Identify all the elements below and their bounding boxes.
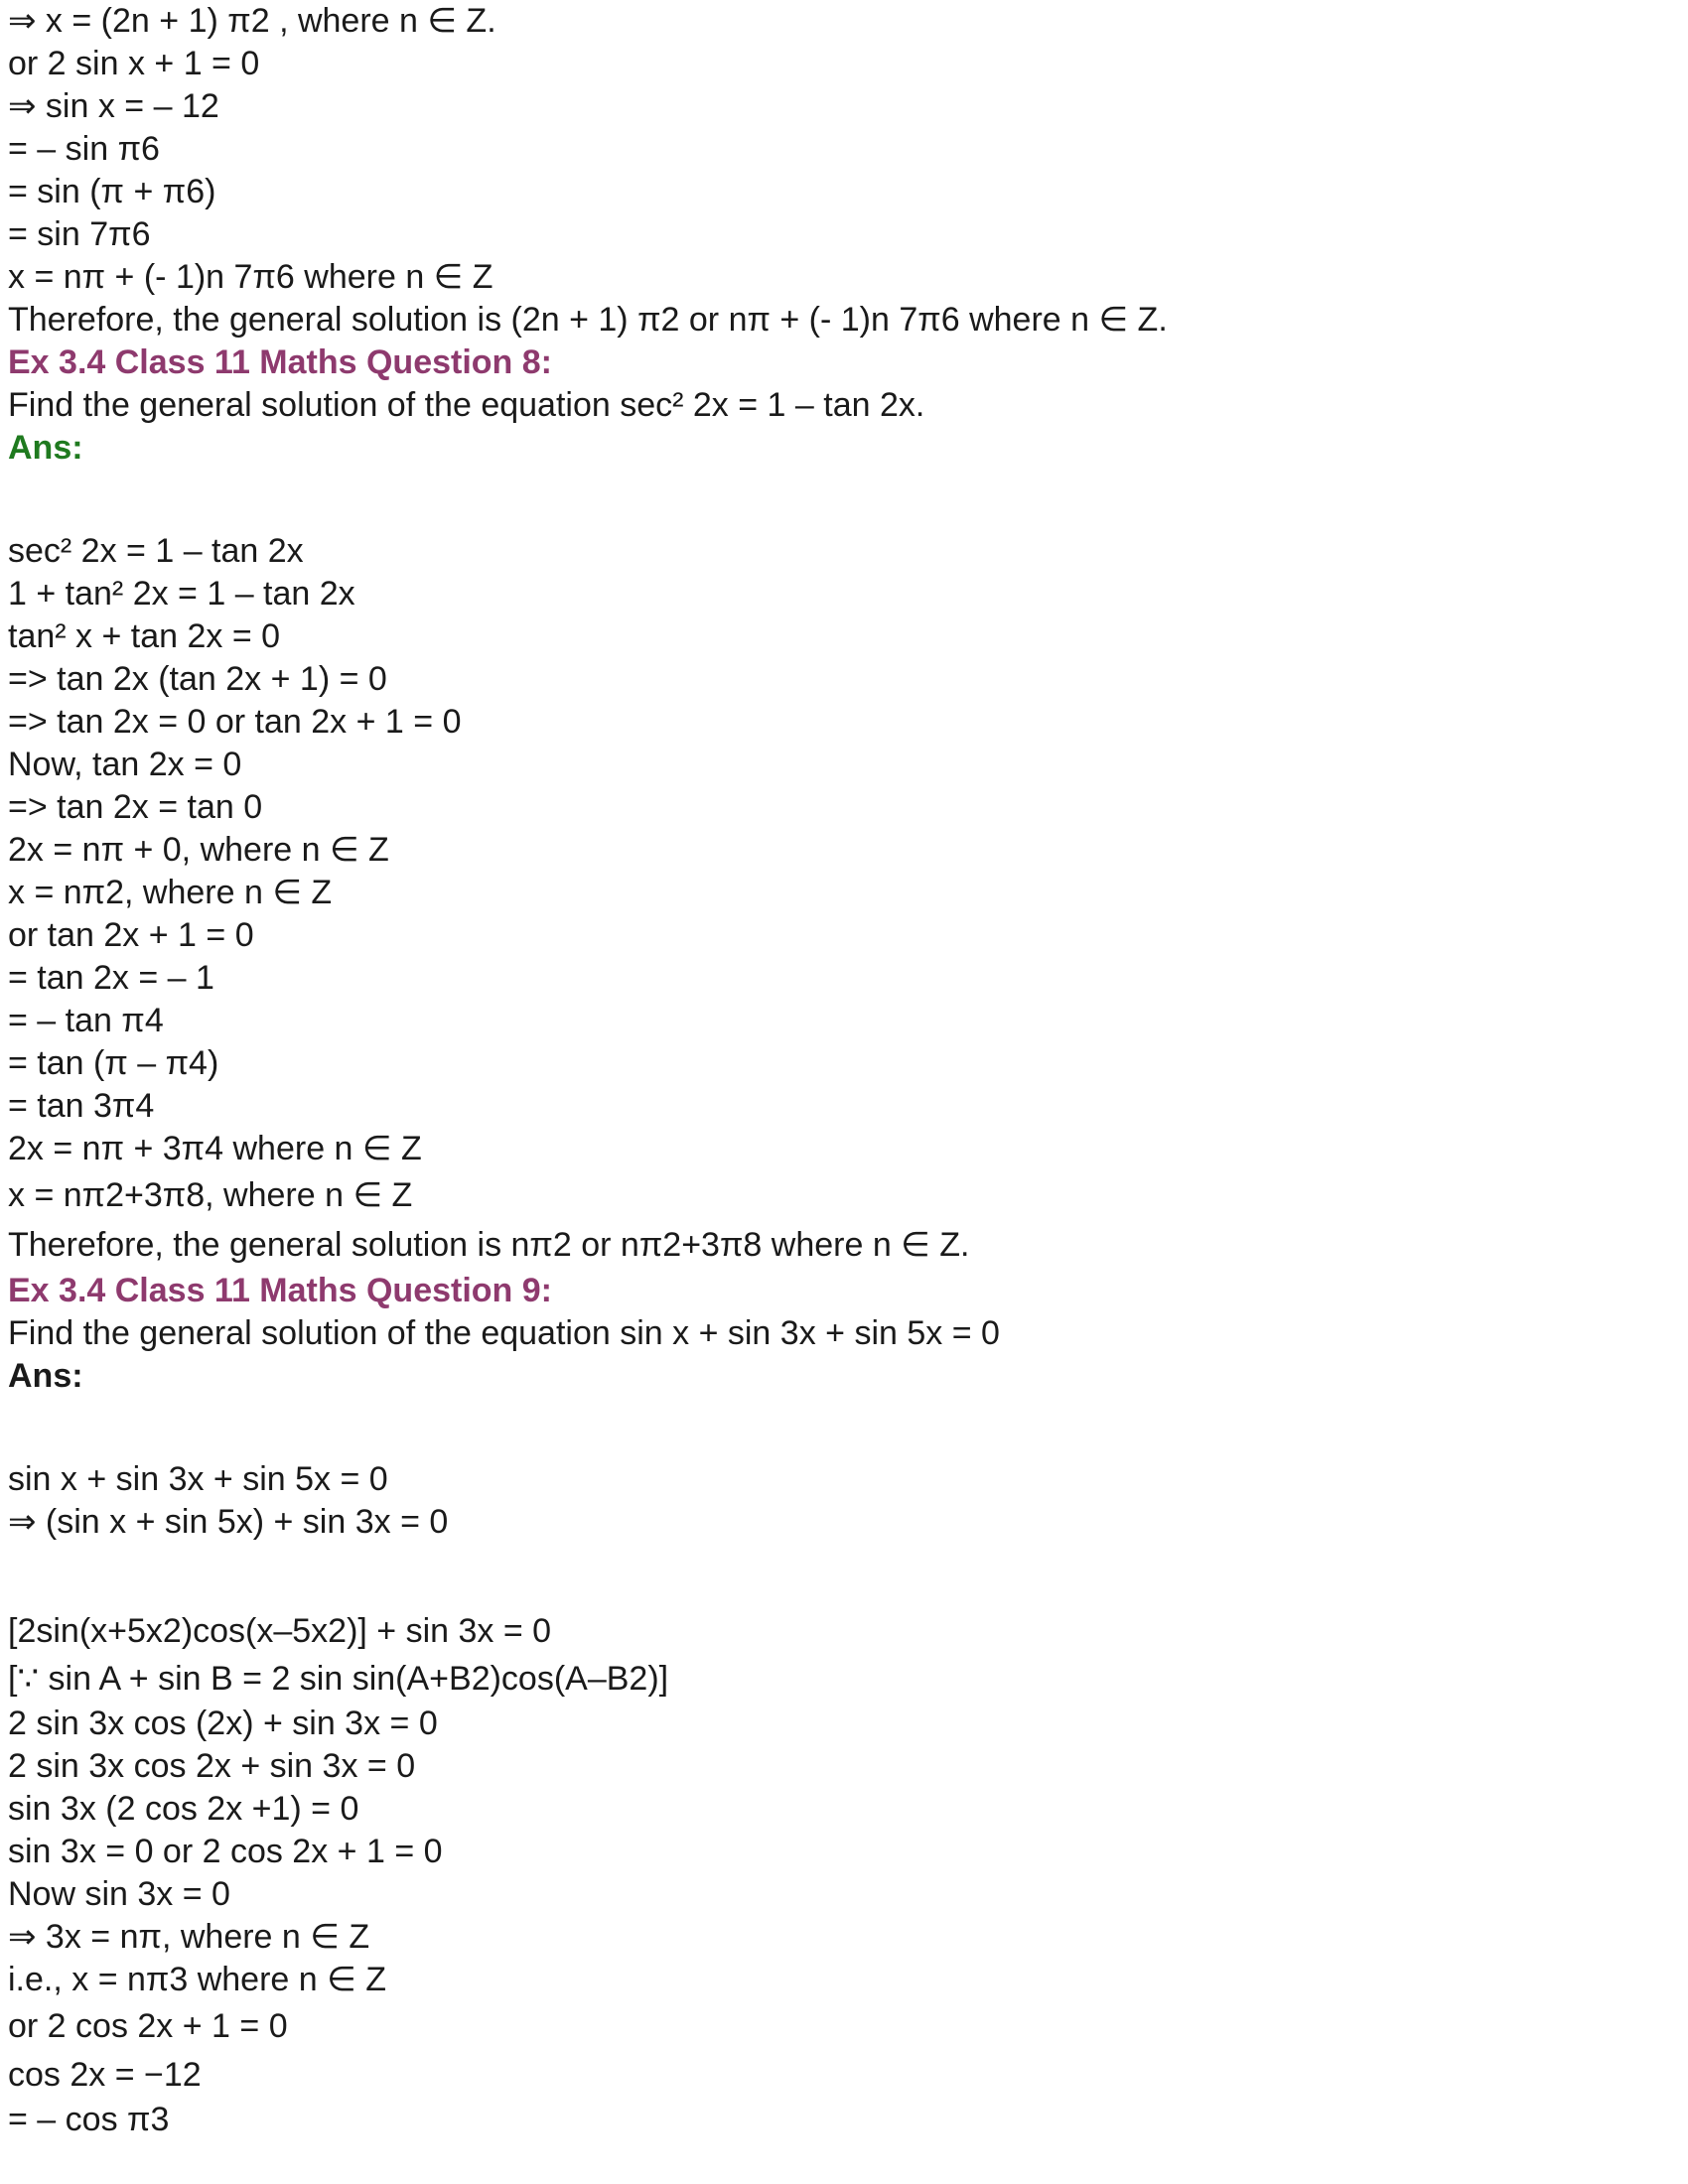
- solution-step: Now sin 3x = 0: [8, 1875, 230, 1913]
- solution-step: sin 3x (2 cos 2x +1) = 0: [8, 1790, 359, 1828]
- text-line: = – sin π6: [8, 130, 160, 168]
- text-line: or 2 sin x + 1 = 0: [8, 45, 260, 82]
- solution-step: = – cos π3: [8, 2101, 170, 2138]
- spacer: [8, 1544, 1688, 1607]
- solution-step: [2sin(x+5x2)cos(x–5x2)] + sin 3x = 0: [8, 1612, 552, 1650]
- text-line: x = nπ + (- 1)n 7π6 where n ∈ Z: [8, 258, 493, 296]
- solution-conclusion: Therefore, the general solution is nπ2 or nπ2+3π8 where n ∈ Z.: [8, 1226, 970, 1264]
- solution-step: i.e., x = nπ3 where n ∈ Z: [8, 1961, 386, 1998]
- solution-step: or tan 2x + 1 = 0: [8, 916, 254, 954]
- solution-step: Now, tan 2x = 0: [8, 746, 242, 783]
- spacer: [8, 470, 1688, 530]
- spacer: [8, 1398, 1688, 1458]
- text-line: = sin 7π6: [8, 215, 151, 253]
- solution-step: ⇒ (sin x + sin 5x) + sin 3x = 0: [8, 1503, 449, 1541]
- text-line: Therefore, the general solution is (2n + 1) π2 or nπ + (- 1)n 7π6 where n ∈ Z.: [8, 301, 1168, 339]
- question-9-ans-label: Ans:: [8, 1357, 83, 1395]
- solution-step: sin x + sin 3x + sin 5x = 0: [8, 1460, 388, 1498]
- question-9-heading: Ex 3.4 Class 11 Maths Question 9:: [8, 1272, 553, 1309]
- question-8-ans-label: Ans:: [8, 429, 83, 467]
- solution-step: = tan 3π4: [8, 1087, 155, 1125]
- solution-step: 2 sin 3x cos (2x) + sin 3x = 0: [8, 1705, 438, 1742]
- solution-step: cos 2x = −12: [8, 2056, 202, 2094]
- solution-step: => tan 2x (tan 2x + 1) = 0: [8, 660, 387, 698]
- text-line: ⇒ sin x = – 12: [8, 87, 219, 125]
- solution-step: 2 sin 3x cos 2x + sin 3x = 0: [8, 1747, 416, 1785]
- solution-step: ⇒ 3x = nπ, where n ∈ Z: [8, 1918, 370, 1956]
- solution-step: = – tan π4: [8, 1002, 164, 1039]
- text-line: ⇒ x = (2n + 1) π2 , where n ∈ Z.: [8, 2, 496, 40]
- question-9-text: Find the general solution of the equation sin x + sin 3x + sin 5x = 0: [8, 1314, 1000, 1352]
- solution-step: 2x = nπ + 3π4 where n ∈ Z: [8, 1130, 422, 1167]
- question-8-text: Find the general solution of the equation sec² 2x = 1 – tan 2x.: [8, 386, 925, 424]
- solution-step: 1 + tan² 2x = 1 – tan 2x: [8, 575, 355, 613]
- solution-step: or 2 cos 2x + 1 = 0: [8, 2007, 288, 2045]
- solution-step: x = nπ2, where n ∈ Z: [8, 874, 333, 911]
- solution-step: sec² 2x = 1 – tan 2x: [8, 532, 304, 570]
- solution-step: = tan (π – π4): [8, 1044, 219, 1082]
- solution-step: tan² x + tan 2x = 0: [8, 617, 281, 655]
- question-8-heading: Ex 3.4 Class 11 Maths Question 8:: [8, 343, 553, 381]
- solution-step: x = nπ2+3π8, where n ∈ Z: [8, 1176, 413, 1214]
- text-line: = sin (π + π6): [8, 173, 216, 210]
- solution-step: => tan 2x = tan 0: [8, 788, 263, 826]
- solution-step: = tan 2x = – 1: [8, 959, 214, 997]
- identity-note: [∵ sin A + sin B = 2 sin sin(A+B2)cos(A–B2)]: [8, 1660, 669, 1698]
- solution-step: 2x = nπ + 0, where n ∈ Z: [8, 831, 389, 869]
- solution-step: sin 3x = 0 or 2 cos 2x + 1 = 0: [8, 1833, 443, 1870]
- solution-step: => tan 2x = 0 or tan 2x + 1 = 0: [8, 703, 462, 741]
